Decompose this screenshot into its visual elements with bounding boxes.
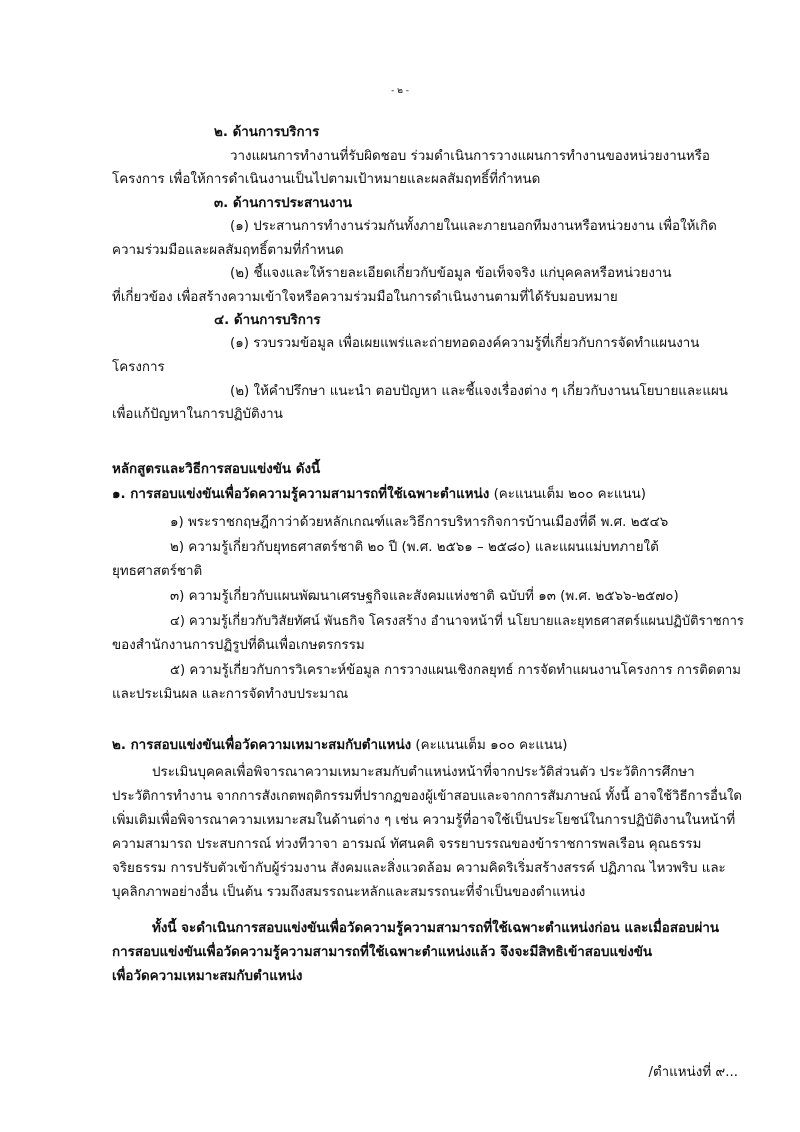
section4-item: โครงการ [112,360,165,375]
note-line: เพื่อวัดความเหมาะสมกับตำแหน่ง [112,969,303,984]
exam2-paragraph-line: ความสามารถ ประสบการณ์ ท่วงทีวาจา อารมณ์ ทัศนคติ จรรยาบรรณของข้าราชการพลเรือน คุณธรรม [112,837,702,852]
exam2-paragraph-line: จริยธรรม การปรับตัวเข้ากับผู้ร่วมงาน สังคมและสิ่งแวดล้อม ความคิดริเริ่มสร้างสรรค์ ปฏิภาณ ไหวพริบ และ [112,861,726,876]
exam2-score: (คะแนนเต็ม ๑๐๐ คะแนน) [415,738,568,753]
exam1-item: ยุทธศาสตร์ชาติ [112,564,203,579]
page-number: - ๒ - [391,86,409,96]
exam1-item: ๕) ความรู้เกี่ยวกับการวิเคราะห์ข้อมูล การวางแผนเชิงกลยุทธ์ การจัดทำแผนงานโครงการ การติดตาม [170,663,741,678]
section2-line: โครงการ เพื่อให้การดำเนินงานเป็นไปตามเป้าหมายและผลสัมฤทธิ์ที่กำหนด [112,172,541,187]
exam2-paragraph-line: ประเมินบุคคลเพื่อพิจารณาความเหมาะสมกับตำแหน่งหน้าที่จากประวัติส่วนตัว ประวัติการศึกษา [152,765,695,780]
exam1-score: (คะแนนเต็ม ๒๐๐ คะแนน) [493,487,646,502]
exam1-item: ๓) ความรู้เกี่ยวกับแผนพัฒนาเศรษฐกิจและสังคมแห่งชาติ ฉบับที่ ๑๓ (พ.ศ. ๒๕๖๖-๒๕๗๐) [170,589,679,604]
footer-continuation: /ตำแหน่งที่ ๙... [648,1065,738,1080]
note-line: การสอบแข่งขันเพื่อวัดความรู้ความสามารถที่ใช้เฉพาะตำแหน่งแล้ว จึงจะมีสิทธิเข้าสอบแข่งขัน [112,945,653,960]
section2-line: วางแผนการทำงานที่รับผิดชอบ ร่วมดำเนินการวางแผนการทำงานของหน่วยงานหรือ [230,149,710,164]
exam1-item: ของสำนักงานการปฏิรูปที่ดินเพื่อเกษตรกรรม [112,638,365,653]
exam1-heading: ๑. การสอบแข่งขันเพื่อวัดความรู้ความสามารถที่ใช้เฉพาะตำแหน่ง [112,487,490,502]
exam2-paragraph-line: เพิ่มเติมเพื่อพิจารณาความเหมาะสมในด้านต่าง ๆ เช่น ความรู้ที่อาจใช้เป็นประโยชน์ในการปฏิบัติงานในหน้าที่ [112,813,736,828]
section3-item: ความร่วมมือและผลสัมฤทธิ์ตามที่กำหนด [112,243,344,258]
section4-heading: ๔. ด้านการบริการ [214,313,321,328]
section3-item: ที่เกี่ยวข้อง เพื่อสร้างความเข้าใจหรือความร่วมมือในการดำเนินงานตามที่ได้รับมอบหมาย [112,290,618,305]
exam1-item: ๔) ความรู้เกี่ยวกับวิสัยทัศน์ พันธกิจ โครงสร้าง อำนาจหน้าที่ นโยบายและยุทธศาสตร์แผนปฏิบัติราชการ [170,614,744,629]
curriculum-heading: หลักสูตรและวิธีการสอบแข่งขัน ดังนี้ [112,462,321,477]
section3-heading: ๓. ด้านการประสานงาน [214,196,353,211]
note-line: ทั้งนี้ จะดำเนินการสอบแข่งขันเพื่อวัดความรู้ความสามารถที่ใช้เฉพาะตำแหน่งก่อน และเมื่อสอบผ่าน [152,921,720,936]
section3-item: (๑) ประสานการทำงานร่วมกันทั้งภายในและภายนอกทีมงานหรือหน่วยงาน เพื่อให้เกิด [230,219,717,234]
section4-item: (๒) ให้คำปรึกษา แนะนำ ตอบปัญหา และชี้แจงเรื่องต่าง ๆ เกี่ยวกับงานนโยบายและแผน [230,384,728,399]
section2-heading: ๒. ด้านการบริการ [214,125,320,140]
exam2-paragraph-line: บุคลิกภาพอย่างอื่น เป็นต้น รวมถึงสมรรถนะหลักและสมรรถนะที่จำเป็นของตำแหน่ง [112,885,586,900]
exam1-heading-line [112,482,646,508]
section4-item: เพื่อแก้ปัญหาในการปฏิบัติงาน [112,407,283,422]
exam2-heading-line [112,733,568,759]
exam1-item: ๑) พระราชกฤษฎีกาว่าด้วยหลักเกณฑ์และวิธีการบริหารกิจการบ้านเมืองที่ดี พ.ศ. ๒๕๔๖ [170,515,669,530]
exam1-item: ๒) ความรู้เกี่ยวกับยุทธศาสตร์ชาติ ๒๐ ปี (พ.ศ. ๒๕๖๑ – ๒๕๘๐) และแผนแม่บทภายใต้ [170,540,659,555]
exam1-item: และประเมินผล และการจัดทำงบประมาณ [112,687,349,702]
section3-item: (๒) ชี้แจงและให้รายละเอียดเกี่ยวกับข้อมูล ข้อเท็จจริง แก่บุคคลหรือหน่วยงาน [230,266,672,281]
section4-item: (๑) รวบรวมข้อมูล เพื่อเผยแพร่และถ่ายทอดองค์ความรู้ที่เกี่ยวกับการจัดทำแผนงาน [230,336,700,351]
exam2-paragraph-line: ประวัติการทำงาน จากการสังเกตพฤติกรรมที่ปรากฏของผู้เข้าสอบและจากการสัมภาษณ์ ทั้งนี้ อาจใช้วิธีการอื่นใด [112,789,742,804]
exam2-heading: ๒. การสอบแข่งขันเพื่อวัดความเหมาะสมกับตำแหน่ง [112,738,412,753]
